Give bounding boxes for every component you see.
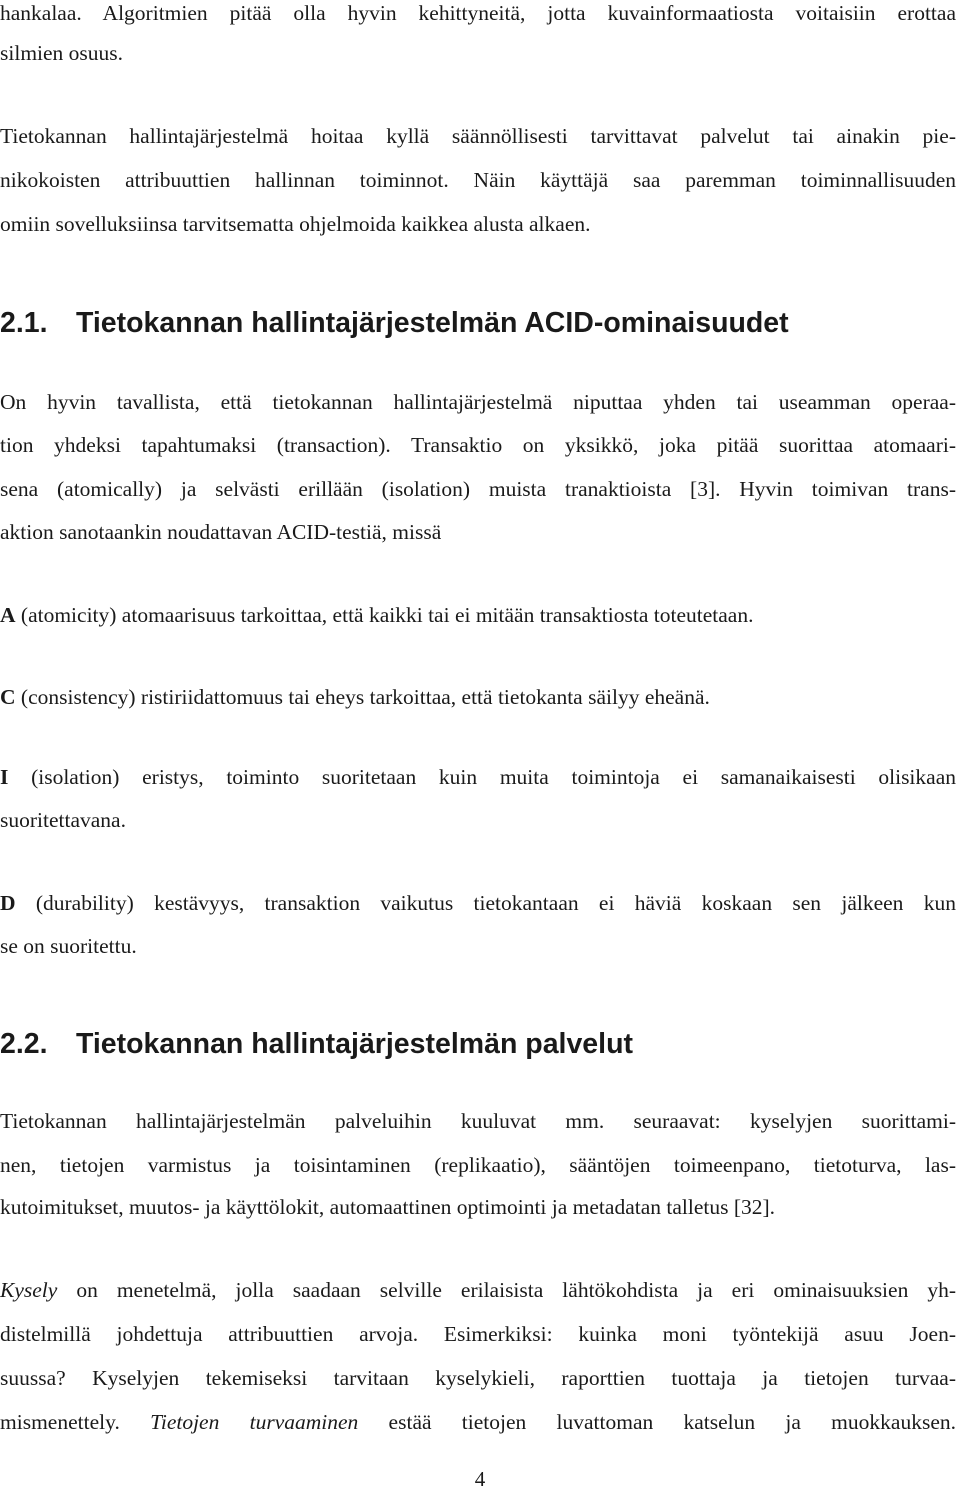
acid-description: (consistency) ristiriidattomuus tai eheys tarkoittaa, että tietokanta säilyy eheänä. [15,685,710,709]
acid-item-consistency [0,683,956,711]
acid-description: (atomicity) atomaarisuus tarkoittaa, että kaikki tai ei mitään transaktiosta toteutetaan. [15,603,754,627]
acid-item-durability [0,889,956,917]
paragraph-text: estää tietojen luvattoman katselun ja muokkauksen. [358,1410,956,1434]
paragraph-line: sena (atomically) ja selvästi erillään (isolation) muista tranaktioista [3]. Hyvin toimivan trans- [0,477,956,501]
paragraph-text: mismenettely. [0,1410,151,1434]
paragraph-line: silmien osuus. [0,41,124,65]
section-number: 2.2. [0,1028,48,1060]
italic-term-kysely: Kysely [0,1278,58,1302]
paragraph-line [0,1276,956,1304]
acid-letter: D [0,891,16,915]
section-heading-2-1 [0,305,789,341]
paragraph-line: aktion sanotaankin noudattavan ACID-testiä, missä [0,520,442,544]
paragraph-line: distelmillä johdettuja attribuuttien arvoja. Esimerkiksi: kuinka moni työntekijä asuu Joen- [0,1322,956,1346]
italic-term-turvaaminen: Tietojen turvaaminen [150,1410,359,1434]
paragraph-text: on menetelmä, jolla saadaan selville erilaisista lähtökohdista ja eri ominaisuuksien yh- [57,1278,956,1302]
page-number: 4 [474,1467,486,1491]
paragraph-line: kutoimitukset, muutos- ja käyttölokit, automaattinen optimointi ja metadatan talletus [32]. [0,1195,776,1219]
paragraph-line [0,1408,956,1436]
paragraph-line: nen, tietojen varmistus ja toisintaminen (replikaatio), sääntöjen toimeenpano, tietoturva, las- [0,1153,956,1177]
paragraph-line: hankalaa. Algoritmien pitää olla hyvin kehittyneitä, jotta kuvainformaatiosta voitaisiin erottaa [0,1,956,25]
paragraph-line: Tietokannan hallintajärjestelmä hoitaa kyllä säännöllisesti tarvittavat palvelut tai ainakin pie- [0,124,956,148]
section-title: Tietokannan hallintajärjestelmän palvelut [76,1028,633,1060]
section-heading-2-2 [0,1026,633,1062]
acid-letter: I [0,765,9,789]
acid-letter: C [0,685,16,709]
acid-item-isolation [0,763,956,791]
paragraph-line: nikokoisten attribuuttien hallinnan toiminnot. Näin käyttäjä saa paremman toiminnallisuuden [0,168,956,192]
acid-item-isolation-cont: suoritettavana. [0,808,126,832]
acid-description: (isolation) eristys, toiminto suoritetaan kuin muita toimintoja ei samanaikaisesti olisikaan [8,765,956,789]
paragraph-line: On hyvin tavallista, että tietokannan hallintajärjestelmä niputtaa yhden tai useamman operaa- [0,390,956,414]
paragraph-line: tion yhdeksi tapahtumaksi (transaction). Transaktio on yksikkö, joka pitää suorittaa atomaari- [0,433,956,457]
section-number: 2.1. [0,307,48,339]
paragraph-line: omiin sovelluksiinsa tarvitsematta ohjelmoida kaikkea alusta alkaen. [0,212,591,236]
acid-description: (durability) kestävyys, transaktion vaikutus tietokantaan ei häviä koskaan sen jälkeen kun [15,891,956,915]
acid-item-atomicity [0,601,956,629]
paragraph-line: suussa? Kyselyjen tekemiseksi tarvitaan kyselykieli, raporttien tuottaja ja tietojen turvaa- [0,1366,956,1390]
acid-letter: A [0,603,16,627]
acid-item-durability-cont: se on suoritettu. [0,934,137,958]
paragraph-line: Tietokannan hallintajärjestelmän palveluihin kuuluvat mm. seuraavat: kyselyjen suorittami- [0,1109,956,1133]
section-title: Tietokannan hallintajärjestelmän ACID-ominaisuudet [76,307,789,339]
